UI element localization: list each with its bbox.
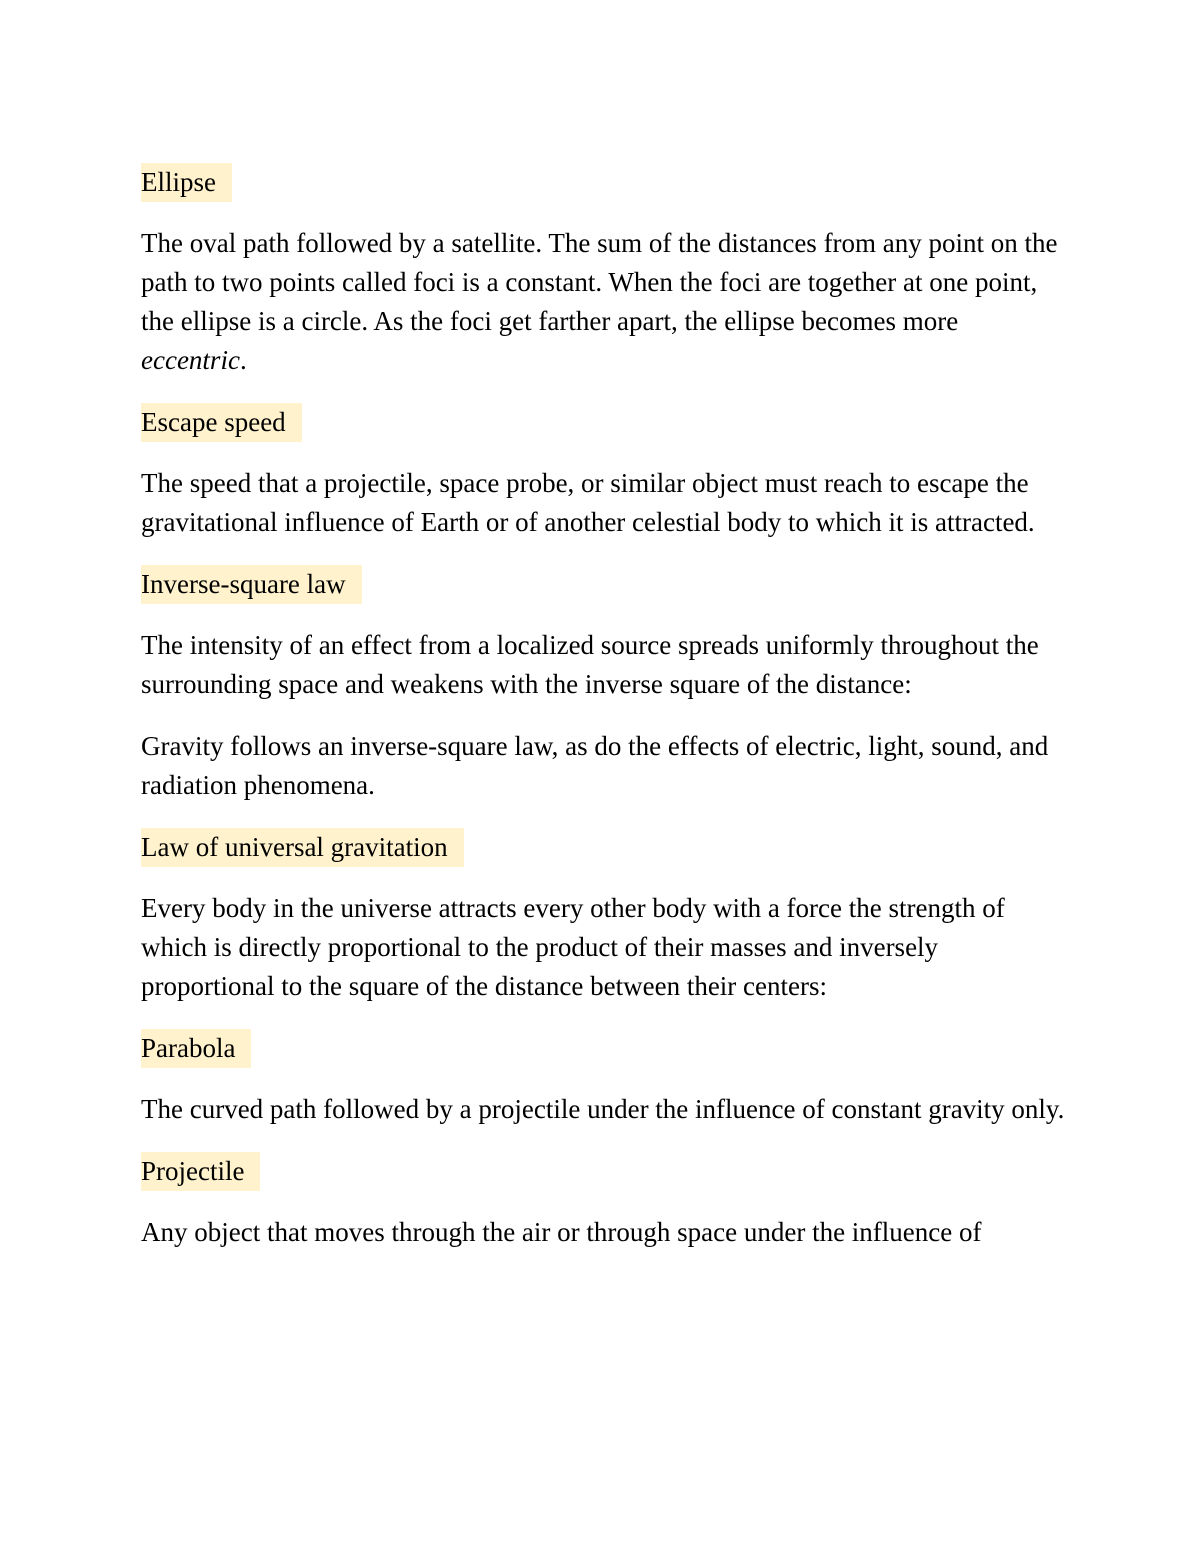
term-label: Inverse-square law [141, 565, 362, 604]
glossary-content [141, 163, 1066, 1275]
term-definition-law-of-universal-gravitation: Every body in the universe attracts every other body with a force the strength of which is directly proportional to the product of their masses and inversely proportional to the square of the distance between their centers: [141, 893, 1005, 1001]
term-extra-inverse-square-law: Gravity follows an inverse-square law, as do the effects of electric, light, sound, and radiation phenomena. [141, 731, 1049, 800]
italic-term-eccentric: eccentric [141, 345, 240, 375]
definition-text: The oval path followed by a satellite. The sum of the distances from any point on the path to two points called foci is a constant. When the foci are together at one point, the ellipse is a circle. As the foci get farther apart, the ellipse becomes more [141, 228, 1058, 336]
definition-period: . [239, 345, 247, 375]
term-definition-parabola: The curved path followed by a projectile under the influence of constant gravity only. [141, 1094, 1065, 1124]
term-definition-escape-speed: The speed that a projectile, space probe, or similar object must reach to escape the gravitational influence of Earth or of another celestial body to which it is attracted. [141, 468, 1035, 537]
term-label: Law of universal gravitation [141, 828, 464, 867]
term-label: Ellipse [141, 163, 232, 202]
term-heading-projectile [141, 1152, 1066, 1191]
term-heading-escape-speed [141, 403, 1066, 442]
term-definition-ellipse [141, 224, 1066, 380]
term-heading-ellipse [141, 163, 1066, 202]
term-definition-projectile: Any object that moves through the air or through space under the influence of [141, 1217, 982, 1247]
term-definition-inverse-square-law: The intensity of an effect from a localized source spreads uniformly throughout the surrounding space and weakens with the inverse square of the distance: [141, 630, 1039, 699]
term-label: Parabola [141, 1029, 251, 1068]
term-heading-law-of-universal-gravitation [141, 828, 1066, 867]
term-label: Escape speed [141, 403, 302, 442]
term-label: Projectile [141, 1152, 260, 1191]
term-heading-inverse-square-law [141, 565, 1066, 604]
term-heading-parabola [141, 1029, 1066, 1068]
